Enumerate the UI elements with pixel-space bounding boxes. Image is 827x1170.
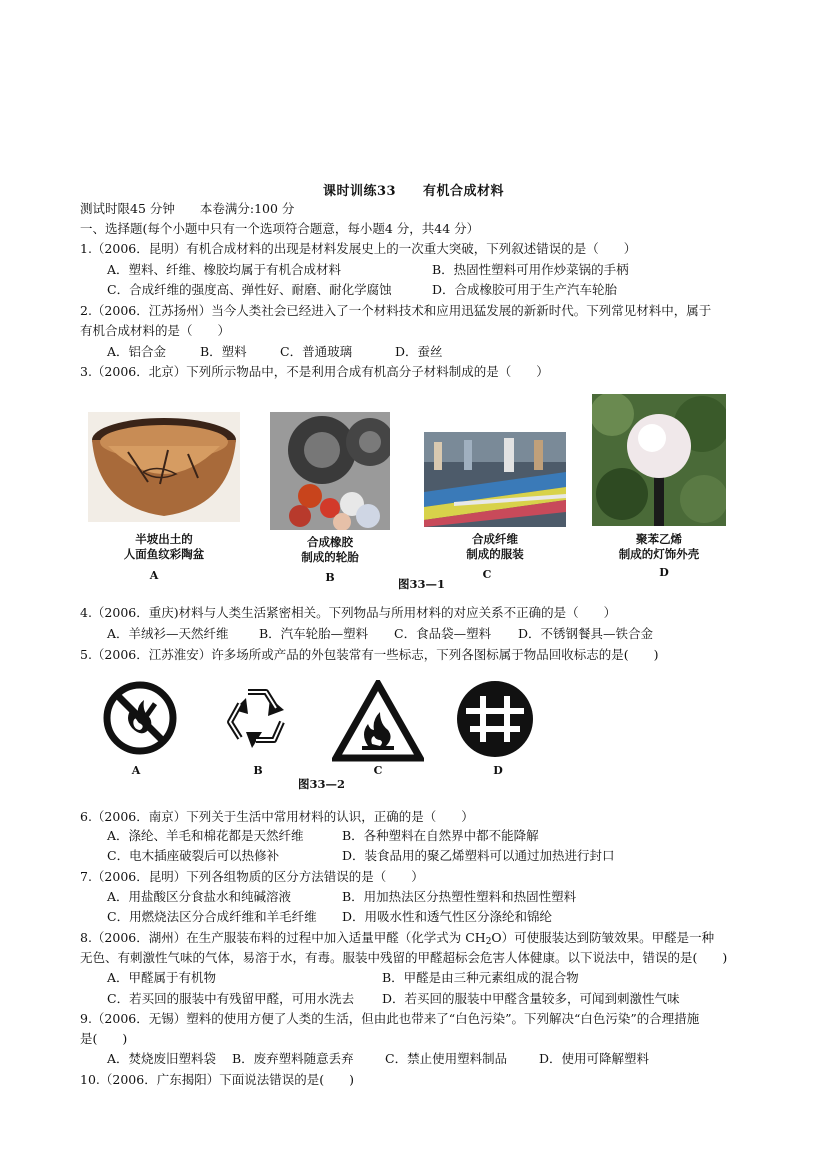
clothing-display-photo (424, 432, 566, 527)
option-a: A．用盐酸区分食盐水和纯碱溶液 (107, 889, 292, 904)
option-d: D．用吸水性和透气性区分涤纶和锦纶 (342, 909, 553, 924)
option-d: D．装食品用的聚乙烯塑料可以通过加热进行封口 (342, 848, 615, 863)
question-8-stem-line2: 无色、有刺激性气味的气体，易溶于水，有毒。服装中残留的甲醛超标会危害人体健康。以下说法中，错误的是( ) (80, 950, 728, 965)
figure-label: 图33—1 (398, 577, 446, 591)
option-b: B．各种塑料在自然界中都不能降解 (342, 828, 539, 843)
question-6-options-row2 (107, 847, 615, 865)
label-b: B (325, 571, 335, 584)
option-c: C．禁止使用塑料制品 (385, 1051, 508, 1066)
caption-b: 合成橡胶 制成的轮胎 (301, 535, 359, 564)
question-9-options (107, 1050, 649, 1068)
question-8-stem-line1: 8.（2006．湖州）在生产服装布料的过程中加入适量甲醛（化学式为 $CH_2O$）可使服装达到防皱效果。甲醛是一种 (80, 930, 715, 947)
caption-c: 合成纤维 制成的服装 (466, 532, 524, 561)
option-d: D．若买回的服装中甲醛含量较多，可闻到刺激性气味 (382, 991, 680, 1006)
tires-balls-photo (270, 412, 390, 530)
option-b: B．废弃塑料随意丢弃 (232, 1051, 354, 1066)
question-2-stem-line1: 2.（2006．江苏扬州）当今人类社会已经进入了一个材料技术和应用迅猛发展的新新时代。下列常见材料中，属于 (80, 303, 712, 318)
option-a: A．焚烧废旧塑料袋 (107, 1051, 217, 1066)
option-b: B．用加热法区分热塑性塑料和热固性塑料 (342, 889, 577, 904)
question-1-options-row2 (107, 281, 617, 299)
label-b: B (253, 764, 263, 777)
question-9-stem-line1: 9.（2006．无锡）塑料的使用方便了人类的生活，但由此也带来了“白色污染”。下列解决“白色污染”的合理措施 (80, 1011, 700, 1026)
flammable-warning-icon (332, 680, 424, 766)
option-c: C．食品袋—塑料 (394, 626, 492, 641)
option-d: D．蚕丝 (395, 344, 443, 359)
option-c: C．若买回的服装中有残留甲醛，可用水洗去 (107, 991, 355, 1006)
question-6-options-row1 (107, 827, 539, 845)
question-4-options (107, 625, 653, 643)
pottery-bowl-photo (88, 412, 240, 522)
option-c: C．电木插座破裂后可以热修补 (107, 848, 280, 863)
figure-33-2 (96, 676, 556, 796)
option-a: A．羊绒衫—天然纤维 (107, 626, 229, 641)
question-7-stem: 7.（2006．昆明）下列各组物质的区分方法错误的是（ ） (80, 869, 424, 884)
question-4-stem: 4.（2006．重庆)材料与人类生活紧密相关。下列物品与所用材料的对应关系不正确的是（ ） (80, 605, 617, 620)
option-a: A．涤纶、羊毛和棉花都是天然纤维 (107, 828, 304, 843)
option-a: A．塑料、纤维、橡胶均属于有机合成材料 (107, 262, 342, 277)
option-a: A．铝合金 (107, 344, 167, 359)
option-d: D．合成橡胶可用于生产汽车轮胎 (432, 282, 618, 297)
lamp-globe-photo (592, 394, 726, 526)
label-d: D (659, 566, 669, 579)
question-7-options-row1 (107, 888, 576, 906)
figure-33-1 (84, 392, 734, 591)
question-8-options-row1 (107, 969, 579, 987)
figure-label: 图33—2 (298, 777, 346, 791)
option-c: C．合成纤维的强度高、弹性好、耐磨、耐化学腐蚀 (107, 282, 392, 297)
option-a: A．甲醛属于有机物 (107, 970, 217, 985)
label-a: A (131, 764, 141, 777)
question-3-stem: 3.（2006．北京）下列所示物品中，不是利用合成有机高分子材料制成的是（ ） (80, 364, 549, 379)
recycling-icon (218, 678, 298, 762)
question-10-stem: 10.（2006．广东揭阳）下面说法错误的是( ) (80, 1072, 354, 1087)
label-d: D (493, 764, 503, 777)
option-b: B．汽车轮胎—塑料 (259, 626, 369, 641)
option-b: B．塑料 (200, 344, 247, 359)
option-b: B．热固性塑料可用作炒菜锅的手柄 (432, 262, 629, 277)
option-b: B．甲醛是由三种元素组成的混合物 (382, 970, 579, 985)
question-7-options-row2 (107, 908, 552, 926)
caption-a: 半坡出土的 人面鱼纹彩陶盆 (123, 532, 205, 561)
question-6-stem: 6.（2006．南京）下列关于生活中常用材料的认识，正确的是（ ） (80, 809, 474, 824)
label-c: C (373, 764, 383, 777)
page-title: 课时训练33 有机合成材料 (322, 184, 505, 199)
question-9-stem-line2: 是( ) (80, 1031, 128, 1046)
circular-emblem-icon (454, 678, 536, 764)
test-meta: 测试时限45 分钟 本卷满分:100 分 (80, 201, 295, 216)
label-a: A (149, 569, 159, 582)
section-heading: 一、选择题(每个小题中只有一个选项符合题意，每小题4 分，共44 分） (80, 221, 480, 236)
no-fire-icon (102, 680, 178, 760)
question-5-stem: 5.（2006．江苏淮安）许多场所或产品的外包装常有一些标志，下列各图标属于物品回收标志的是( ) (80, 647, 659, 662)
label-c: C (482, 568, 492, 581)
option-d: D．使用可降解塑料 (539, 1051, 650, 1066)
question-1-stem: 1.（2006．昆明）有机合成材料的出现是材料发展史上的一次重大突破，下列叙述错误的是（ ） (80, 241, 637, 256)
caption-d: 聚苯乙烯 制成的灯饰外壳 (618, 532, 700, 561)
option-d: D．不锈钢餐具—铁合金 (518, 626, 654, 641)
question-2-options (107, 343, 443, 361)
option-c: C．用燃烧法区分合成纤维和羊毛纤维 (107, 909, 317, 924)
question-8-options-row2 (107, 990, 680, 1008)
question-1-options-row1 (107, 261, 629, 279)
option-c: C．普通玻璃 (280, 344, 353, 359)
question-2-stem-line2: 有机合成材料的是（ ） (80, 323, 231, 338)
